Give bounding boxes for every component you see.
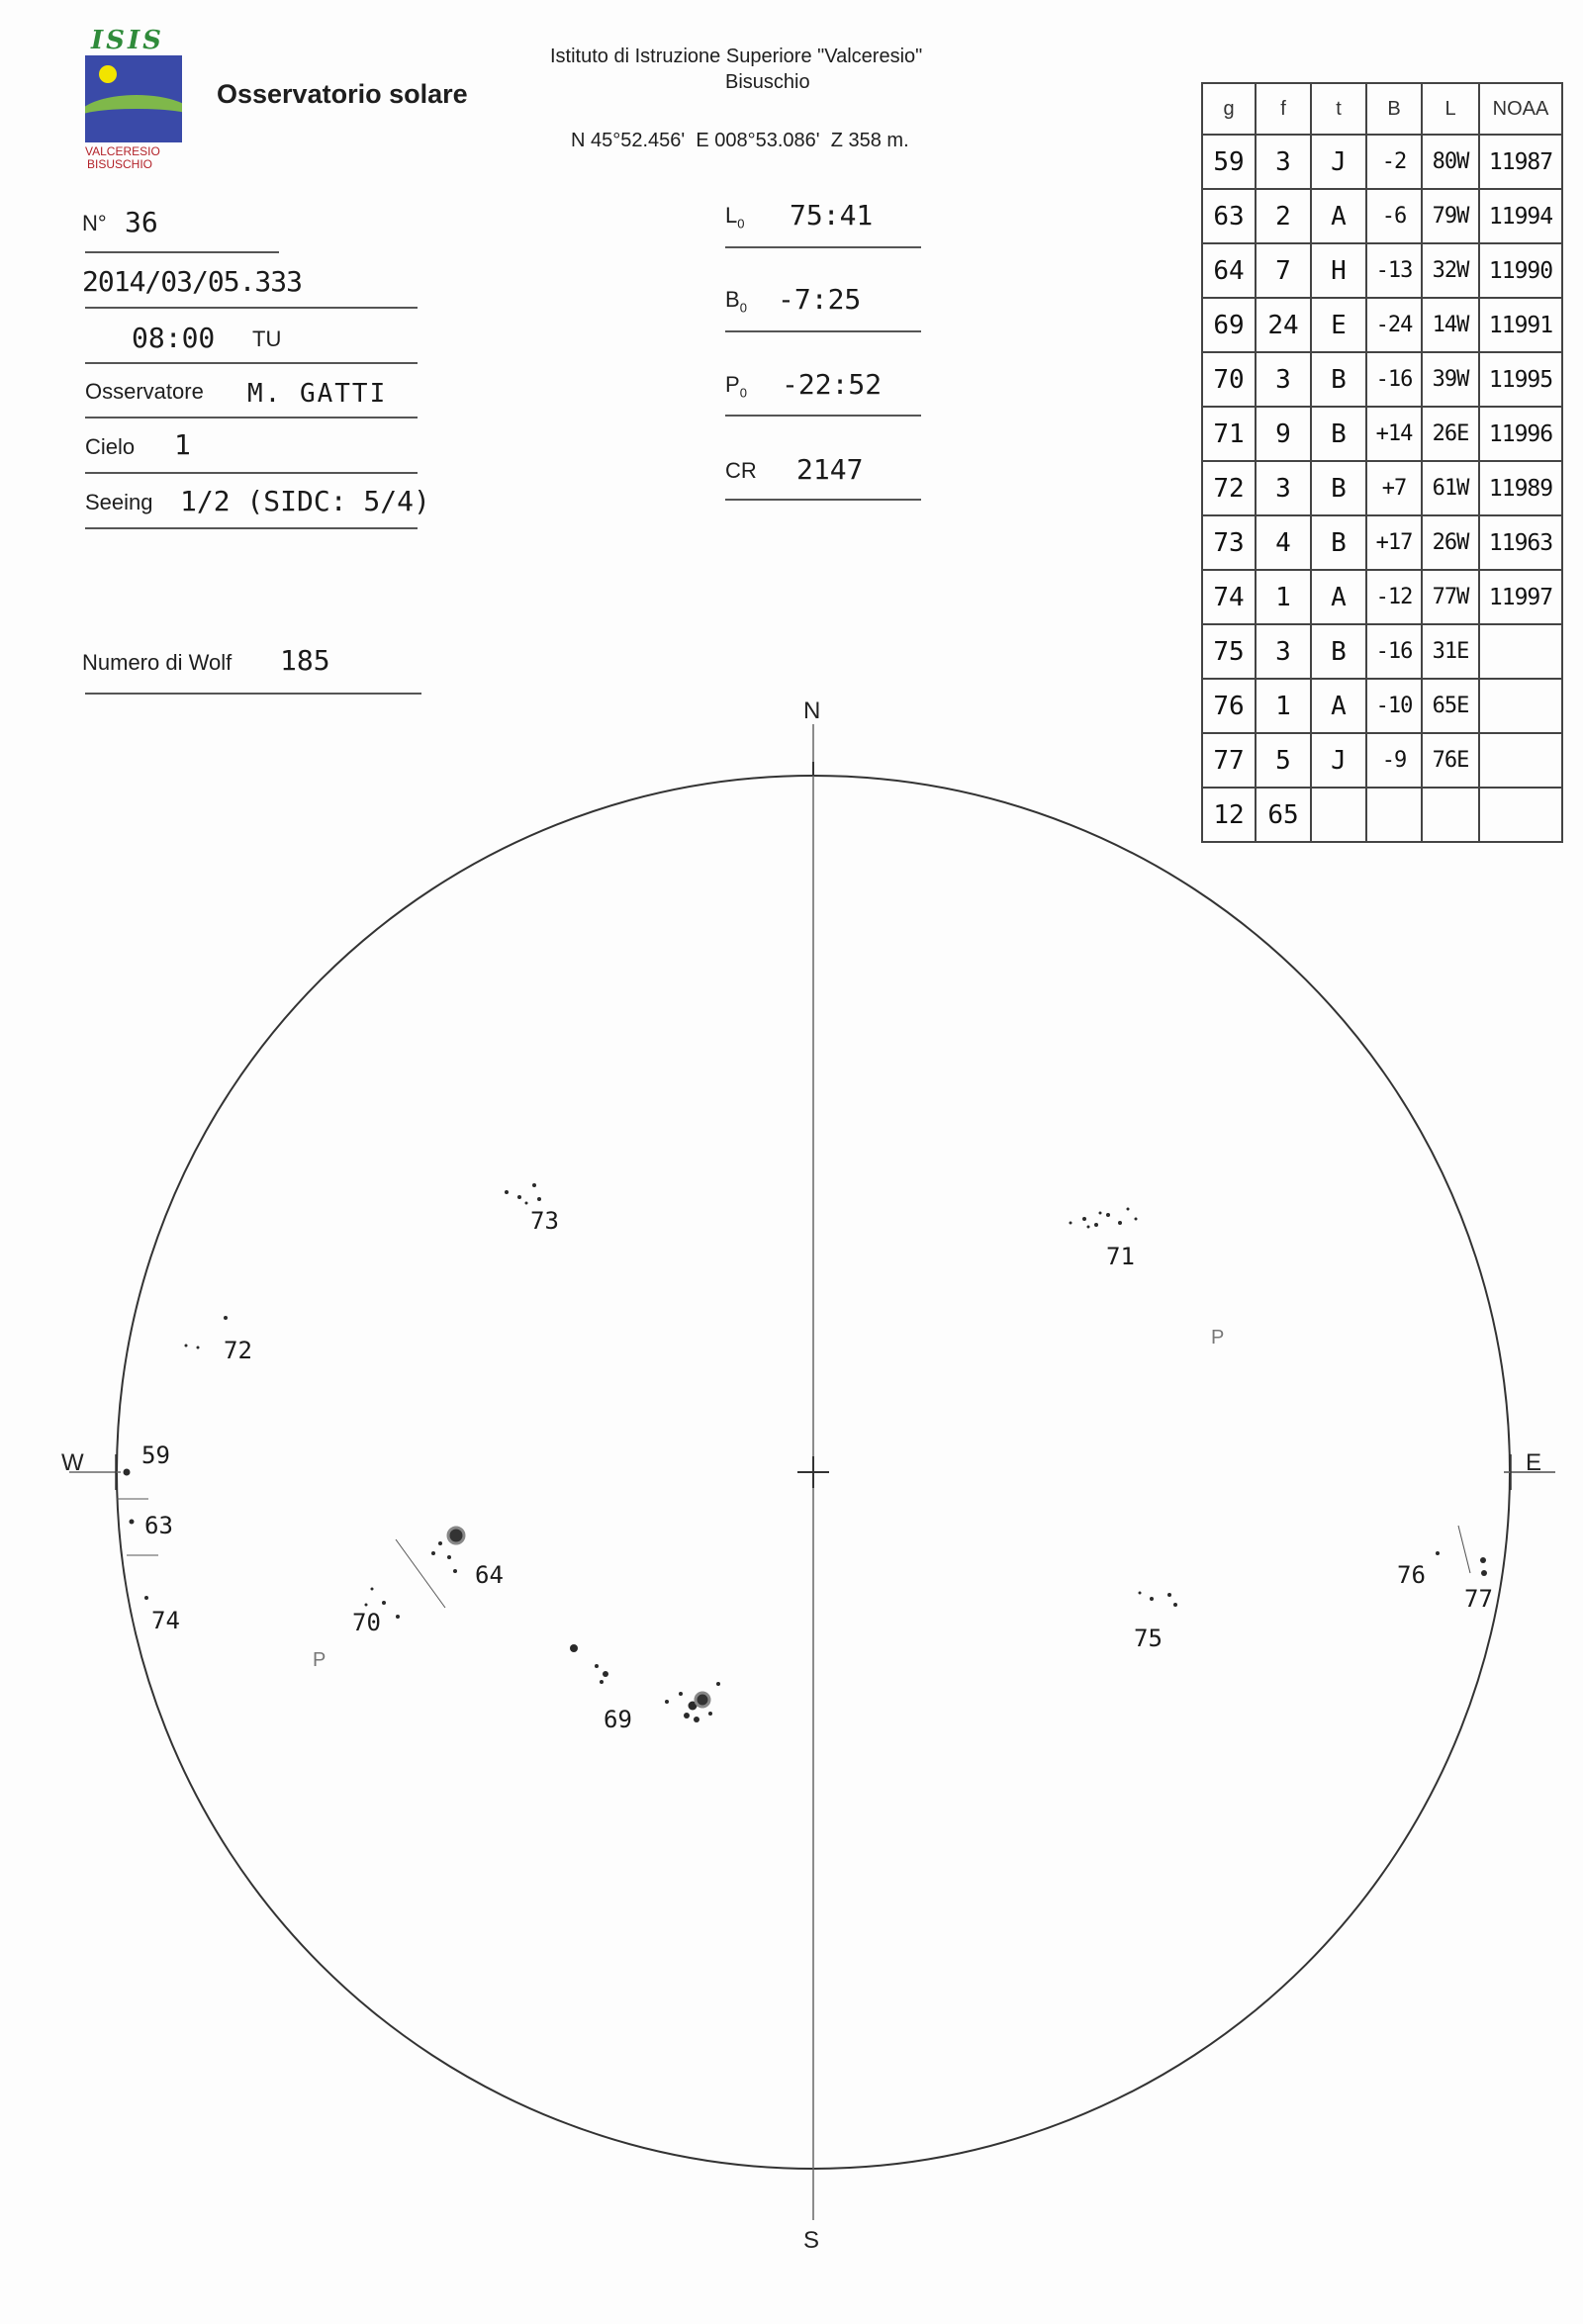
group-label-77: 77 (1464, 1585, 1493, 1613)
cr-value: 2147 (796, 453, 864, 486)
sunspot-group-69-spot (665, 1700, 669, 1704)
spot-count-cell: 3 (1256, 624, 1311, 679)
time-unit: TU (252, 326, 282, 351)
latitude-cell: -6 (1366, 189, 1422, 243)
group-number-cell: 75 (1202, 624, 1256, 679)
group-number-cell: 59 (1202, 135, 1256, 189)
sunspot-group-70-spot (382, 1601, 386, 1605)
sunspot-group-72-spot (185, 1345, 188, 1348)
spot-count-cell: 3 (1256, 352, 1311, 407)
longitude-cell: 26E (1422, 407, 1479, 461)
longitude-cell: 26W (1422, 515, 1479, 570)
sunspot-group-73-spot (532, 1183, 536, 1187)
group-number-cell: 77 (1202, 733, 1256, 788)
group-number-cell: 64 (1202, 243, 1256, 298)
class-cell: B (1311, 352, 1366, 407)
group-label-74: 74 (151, 1607, 180, 1634)
date-value: 2014/03/05.333 (82, 265, 303, 298)
group-number-cell: 70 (1202, 352, 1256, 407)
noaa-cell: 11994 (1479, 189, 1562, 243)
institute-name: Istituto di Istruzione Superiore "Valceresio" (550, 46, 923, 67)
group-labels-layer (141, 1207, 1493, 1733)
sunspot-group-70-spot (371, 1588, 374, 1591)
sunspot-group-75-spot (1150, 1597, 1154, 1601)
number-label: N° (82, 211, 107, 235)
latitude-cell: -16 (1366, 352, 1422, 407)
longitude-cell: 39W (1422, 352, 1479, 407)
sunspot-group-71-spot (1118, 1221, 1122, 1225)
sunspot-group-69-spot (595, 1664, 599, 1668)
sunspot-group-71-spot (1082, 1217, 1086, 1221)
west-label: W (61, 1449, 84, 1476)
class-cell: H (1311, 243, 1366, 298)
sunspot-group-72-spot (224, 1316, 228, 1320)
longitude-cell: 77W (1422, 570, 1479, 624)
group-number-cell: 71 (1202, 407, 1256, 461)
sunspot-group-71-spot (1094, 1223, 1098, 1227)
longitude-cell: 65E (1422, 679, 1479, 733)
group-64-boundary (396, 1539, 445, 1608)
sunspots-layer (124, 1183, 1488, 1722)
total-groups-cell: 12 (1202, 788, 1256, 842)
sunspot-group-73-spot (525, 1202, 528, 1205)
logo-subtitle-2: BISUSCHIO (87, 157, 153, 171)
sunspot-group-69-spot (679, 1692, 683, 1696)
sunspot-group-69-spot (694, 1717, 699, 1722)
latitude-cell: +7 (1366, 461, 1422, 515)
header-t: t (1311, 83, 1366, 135)
sunspot-group-75-spot (1173, 1603, 1177, 1607)
longitude-cell: 31E (1422, 624, 1479, 679)
group-number-cell: 63 (1202, 189, 1256, 243)
group-label-72: 72 (224, 1337, 252, 1364)
spot-count-cell: 2 (1256, 189, 1311, 243)
noaa-cell: 11996 (1479, 407, 1562, 461)
wolf-value: 185 (280, 644, 330, 677)
total-spots-cell: 65 (1256, 788, 1311, 842)
group-number-cell: 73 (1202, 515, 1256, 570)
seeing-value: 1/2 (SIDC: 5/4) (180, 485, 430, 517)
observatory-coordinates: N 45°52.456' E 008°53.086' Z 358 m. (571, 130, 909, 151)
class-cell: A (1311, 570, 1366, 624)
logo-subtitle-1: VALCERESIO (85, 144, 160, 158)
sunspot-group-75-spot (1139, 1592, 1142, 1595)
latitude-cell: -2 (1366, 135, 1422, 189)
class-cell: J (1311, 733, 1366, 788)
spot-count-cell: 24 (1256, 298, 1311, 352)
sunspot-group-72-spot (197, 1347, 200, 1349)
sunspot-group-71-spot (1087, 1226, 1090, 1229)
sky-value: 1 (174, 428, 191, 461)
spot-count-cell: 3 (1256, 461, 1311, 515)
longitude-cell: 79W (1422, 189, 1479, 243)
group-label-70: 70 (352, 1609, 381, 1636)
spot-count-cell: 9 (1256, 407, 1311, 461)
institute-town: Bisuschio (725, 71, 810, 93)
noaa-cell: 11990 (1479, 243, 1562, 298)
group-label-73: 73 (530, 1207, 559, 1235)
sunspot-group-71-spot (1135, 1218, 1138, 1221)
sunspot-group-70-spot (365, 1604, 368, 1607)
p0-label: $P_0$ (725, 372, 747, 401)
longitude-cell: 76E (1422, 733, 1479, 788)
sunspot-group-73-spot (505, 1190, 509, 1194)
sunspot-group-64-spot (453, 1569, 457, 1573)
noaa-cell: 11995 (1479, 352, 1562, 407)
south-label: S (803, 2227, 820, 2254)
spot-count-cell: 1 (1256, 679, 1311, 733)
sunspot-group-71-spot (1106, 1213, 1110, 1217)
class-cell: A (1311, 679, 1366, 733)
time-value: 08:00 (132, 322, 216, 354)
b0-value: -7:25 (778, 283, 862, 316)
noaa-cell: 11991 (1479, 298, 1562, 352)
latitude-cell: +17 (1366, 515, 1422, 570)
latitude-cell: +14 (1366, 407, 1422, 461)
longitude-cell: 61W (1422, 461, 1479, 515)
sunspot-group-77-spot (1480, 1557, 1486, 1563)
header-g: g (1202, 83, 1256, 135)
latitude-cell: -10 (1366, 679, 1422, 733)
sunspot-group-71-spot (1099, 1212, 1102, 1215)
longitude-cell: 14W (1422, 298, 1479, 352)
sunspot-group-64-spot (448, 1528, 464, 1543)
latitude-cell: -13 (1366, 243, 1422, 298)
sunspot-group-77-spot (1481, 1570, 1487, 1576)
sunspot-group-69-spot (684, 1713, 690, 1719)
header-b: B (1366, 83, 1422, 135)
sunspot-group-69-spot (716, 1682, 720, 1686)
sunspot-group-71-spot (1070, 1222, 1072, 1225)
wolf-label: Numero di Wolf (82, 650, 233, 675)
class-cell: B (1311, 407, 1366, 461)
group-number-cell: 72 (1202, 461, 1256, 515)
facula-mark: P (313, 1649, 326, 1671)
sunspot-group-71-spot (1127, 1208, 1130, 1211)
longitude-cell: 80W (1422, 135, 1479, 189)
spot-count-cell: 1 (1256, 570, 1311, 624)
l0-label: $L_0$ (725, 203, 745, 232)
sunspot-group-70-spot (396, 1615, 400, 1619)
spot-count-cell: 3 (1256, 135, 1311, 189)
group-label-76: 76 (1397, 1561, 1426, 1589)
group-label-63: 63 (144, 1512, 173, 1539)
north-label: N (803, 697, 821, 724)
noaa-cell: 11989 (1479, 461, 1562, 515)
class-cell: B (1311, 515, 1366, 570)
sunspot-group-69-spot (696, 1693, 709, 1707)
group-label-64: 64 (475, 1561, 504, 1589)
class-cell: B (1311, 461, 1366, 515)
class-cell: B (1311, 624, 1366, 679)
class-cell: A (1311, 189, 1366, 243)
group-label-69: 69 (604, 1706, 632, 1733)
facula-mark: P (1211, 1327, 1225, 1348)
sunspot-group-73-spot (517, 1195, 521, 1199)
latitude-cell: -24 (1366, 298, 1422, 352)
latitude-cell: -16 (1366, 624, 1422, 679)
sunspot-group-63-spot (130, 1520, 135, 1525)
sunspot-group-69-spot (708, 1712, 712, 1716)
noaa-cell: 11987 (1479, 135, 1562, 189)
sunspot-group-64-spot (438, 1541, 442, 1545)
sunspot-group-69-spot (603, 1671, 608, 1677)
l0-value: 75:41 (790, 199, 874, 232)
number-value: 36 (125, 206, 158, 238)
sunspot-group-76-spot (1436, 1551, 1440, 1555)
class-cell: E (1311, 298, 1366, 352)
sunspot-group-73-spot (537, 1197, 541, 1201)
sunspot-group-69-spot (600, 1680, 604, 1684)
group-number-cell: 74 (1202, 570, 1256, 624)
group-label-59: 59 (141, 1441, 170, 1469)
longitude-cell: 32W (1422, 243, 1479, 298)
sunspot-group-64-spot (447, 1555, 451, 1559)
noaa-cell: 11997 (1479, 570, 1562, 624)
observer-label: Osservatore (85, 379, 204, 404)
p0-value: -22:52 (782, 368, 883, 401)
header-noaa: NOAA (1479, 83, 1562, 135)
spot-count-cell: 5 (1256, 733, 1311, 788)
group-label-71: 71 (1106, 1243, 1135, 1270)
logo-text: ISIS (91, 26, 164, 55)
group-77-boundary (1458, 1526, 1470, 1573)
observer-value: M. GATTI (247, 379, 388, 409)
sunspot-group-69-spot (570, 1644, 578, 1652)
b0-label: $B_0$ (725, 287, 747, 316)
spot-count-cell: 4 (1256, 515, 1311, 570)
latitude-cell: -12 (1366, 570, 1422, 624)
cr-label: CR (725, 458, 757, 483)
group-number-cell: 76 (1202, 679, 1256, 733)
sunspot-group-64-spot (431, 1551, 435, 1555)
header-f: f (1256, 83, 1311, 135)
group-label-75: 75 (1134, 1625, 1163, 1652)
spot-count-cell: 7 (1256, 243, 1311, 298)
header-l: L (1422, 83, 1479, 135)
sunspot-group-59-spot (124, 1469, 131, 1476)
sunspot-group-75-spot (1167, 1593, 1171, 1597)
noaa-cell: 11963 (1479, 515, 1562, 570)
latitude-cell: -9 (1366, 733, 1422, 788)
seeing-label: Seeing (85, 490, 153, 514)
sunspot-group-74-spot (144, 1596, 148, 1600)
page-title: Osservatorio solare (217, 79, 468, 109)
group-number-cell: 69 (1202, 298, 1256, 352)
sky-label: Cielo (85, 434, 136, 459)
east-label: E (1526, 1449, 1542, 1476)
class-cell: J (1311, 135, 1366, 189)
